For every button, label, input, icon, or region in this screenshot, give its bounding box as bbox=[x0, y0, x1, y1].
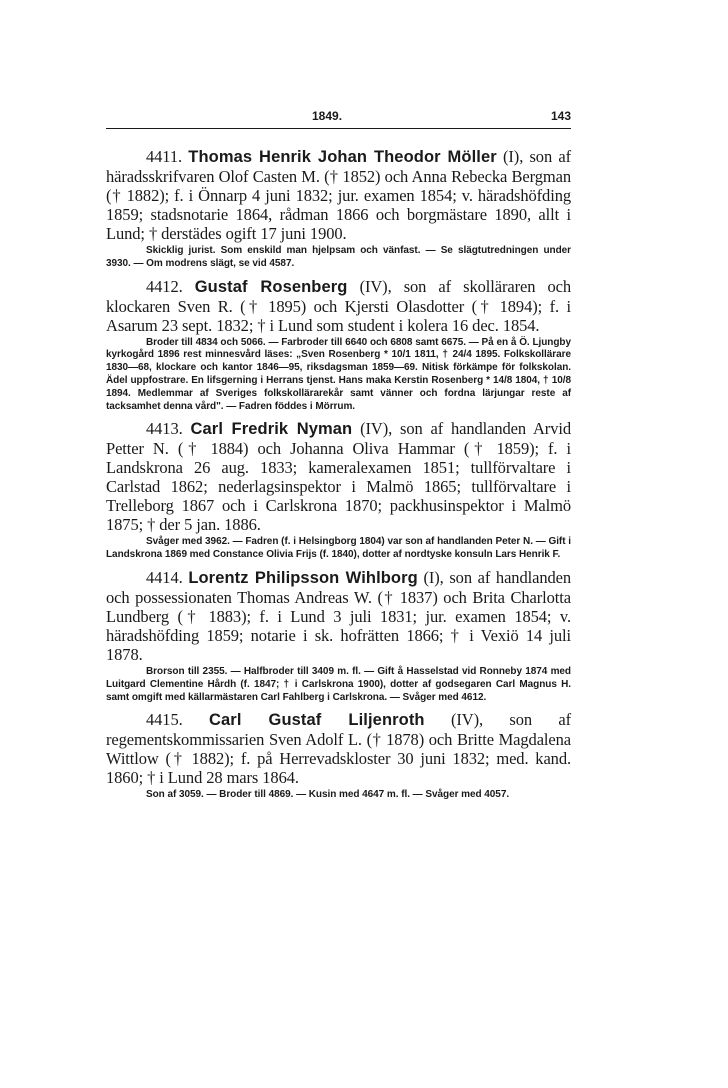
entry-4411 bbox=[106, 147, 571, 271]
entry-number: 4415. bbox=[146, 710, 183, 730]
entry-number: 4413. bbox=[146, 419, 183, 439]
entry-body: (IV), son af handlanden Arvid Petter N. († 1884) och Johanna Oliva Hammar († 1859); f. i Landskrona 26 aug. 1833; kameralexamen 1851; tullförvaltare i Carlstad 1862; nederlagsinspektor i Malmö 1865; tullförvaltare i Trelleborg 1867 och i Carlskrona 1870; packhusinspektor i Malmö 1875; † der 5 jan. 1886. bbox=[106, 419, 571, 535]
entry-name: Carl Gustaf Liljenroth bbox=[209, 711, 425, 730]
entry-note: Skicklig jurist. Som enskild man hjelpsam och vänfast. — Se slägtutredningen under 3930. — Om modrens slägt, se vid 4587. bbox=[106, 245, 571, 269]
entry-note: Svåger med 3962. — Fadren (f. i Helsingborg 1804) var son af handlanden Peter N. — Gift i Landskrona 1869 med Constance Olivia Frijs (f. 1840), dotter af nordtyske konsuln Lars Henrik F. bbox=[106, 536, 571, 561]
entry-body: (I), son af handlanden och possessionaten Thomas Andreas W. († 1837) och Brita Charlotta Lundberg († 1883); f. i Lund 3 juli 1831; jur. examen 1854; v. häradshöfding 1859; notarie i sk. hofrätten 1866; † i Vexiö 14 juli 1878. bbox=[106, 567, 571, 664]
entry-4415 bbox=[106, 710, 571, 802]
page-number: 143 bbox=[550, 109, 571, 123]
entry-name: Carl Fredrik Nyman bbox=[190, 420, 353, 439]
entry-number: 4412. bbox=[146, 276, 183, 296]
entry-main-text bbox=[106, 568, 571, 664]
entry-4413 bbox=[106, 419, 571, 562]
entry-number: 4414. bbox=[146, 567, 183, 587]
entry-main-text bbox=[106, 710, 571, 787]
header-year: 1849. bbox=[312, 109, 343, 123]
entry-body: (I), son af häradsskrifvaren Olof Casten M. († 1852) och Anna Rebecka Bergman († 1882); f. i Önnarp 4 juni 1832; jur. examen 1854; v. häradshöfding 1859; stadsnotarie 1864, rådman 1866 och borgmästare 1890, allt i Lund; † derstädes ogift 17 juni 1900. bbox=[106, 147, 571, 243]
entry-4414 bbox=[106, 568, 571, 704]
entry-note: Son af 3059. — Broder till 4869. — Kusin med 4647 m. fl. — Svåger med 4057. bbox=[146, 789, 510, 801]
entry-body: (IV), son af skolläraren och klockaren Sven R. († 1895) och Kjersti Olasdotter († 1894); f. i Asarum 23 sept. 1832; † i Lund som student i kolera 16 dec. 1854. bbox=[106, 276, 571, 335]
entry-name: Lorentz Philipsson Wihlborg bbox=[188, 568, 418, 587]
entry-number: 4411. bbox=[146, 147, 183, 166]
header-rule bbox=[106, 128, 571, 129]
entry-main-text bbox=[106, 419, 571, 534]
entry-4412 bbox=[106, 277, 571, 414]
entry-main-text bbox=[106, 147, 571, 243]
entry-name: Thomas Henrik Johan Theodor Möller bbox=[188, 148, 497, 166]
entry-name: Gustaf Rosenberg bbox=[194, 277, 348, 296]
entries-column bbox=[106, 147, 571, 808]
entry-note: Brorson till 2355. — Halfbroder till 3409 m. fl. — Gift å Hasselstad vid Ronneby 1874 med Luitgard Clementine Hårdh (f. 1847; † i Carlskrona 1900), dotter af godsegaren Carl Magnus H. samt omgift med källarmästaren Carl Fahlberg i Carlskrona. — Svåger med 4612. bbox=[106, 665, 571, 703]
entry-note: Broder till 4834 och 5066. — Farbroder till 6640 och 6808 samt 6675. — På en å Ö. Ljungby kyrkogård 1896 rest minnesvård läses: „Sven Rosenberg * 10/1 1811, † 24/4 1895. Folkskollärare 1830—68, klockare och kantor 1846—95, riksdagsman 1859—69. Nitisk förkämpe för folkskolan. Ädel uppfostrare. En lifsgerning i Herrans tjenst. Hans maka Kerstin Rosenberg * 14/8 1804, † 10/8 1894. Medlemmar af Sveriges folkskollärarekår samt vänner och fordna lärjungar reste af tacksamhet denna vård". — Fadren föddes i Mörrum. bbox=[106, 336, 571, 412]
entry-main-text bbox=[106, 277, 571, 335]
entry-body: (IV), son af regementskommissarien Sven Adolf L. († 1878) och Britte Magdalena Wittlow († 1882); f. på Herrevadskloster 30 juni 1832; med. kand. 1860; † i Lund 28 mars 1864. bbox=[106, 710, 571, 788]
